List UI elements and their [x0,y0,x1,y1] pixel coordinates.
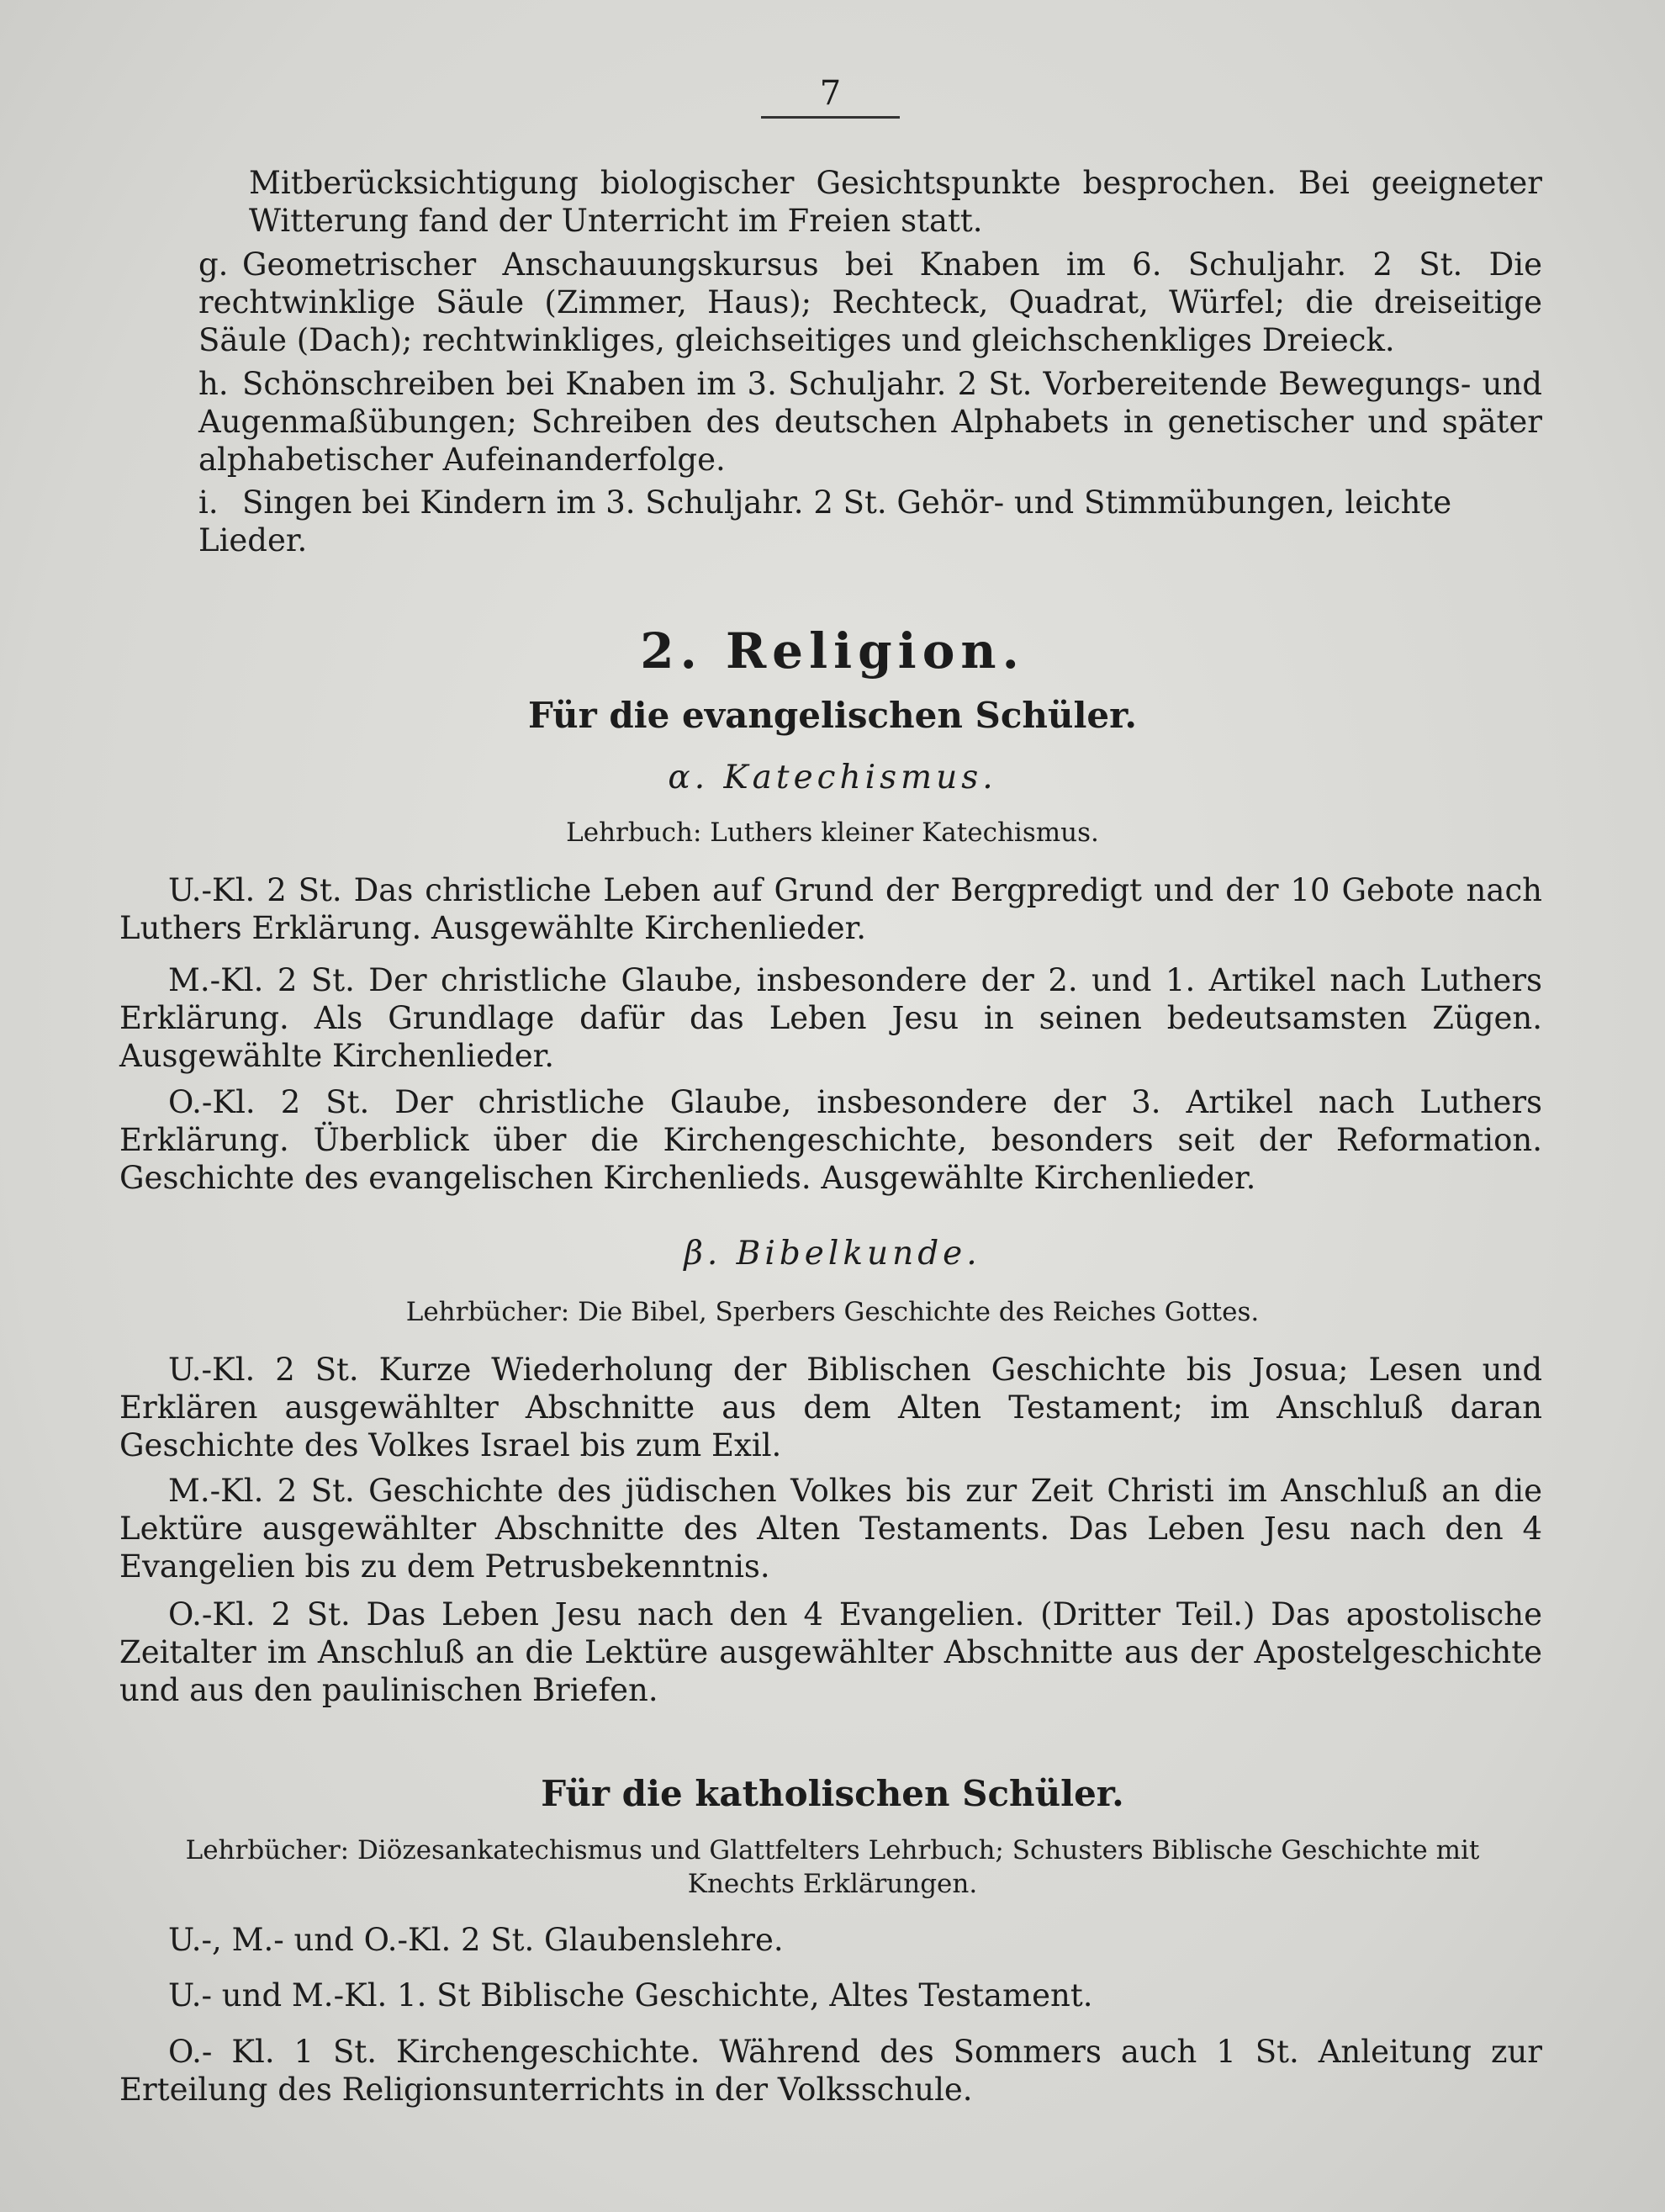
item-h [198,365,1542,479]
page-number: 7 [761,74,900,119]
katholisch-textbooks: Lehrbücher: Diözesankatechismus und Glattfelters Lehrbuch; Schusters Biblische Geschichte mit Knechts Erklärungen. [185,1835,1480,1899]
item-g-text: Geometrischer Anschauungskursus bei Knaben im 6. Schuljahr. 2 St. Die rechtwinklige Säule (Zimmer, Haus); Rechteck, Quadrat, Würfel; die dreiseitige Säule (Dach); rechtwinkliges, gleichseitiges und gleichschenkliges Dreieck. [198,246,1542,358]
item-g [198,246,1542,359]
katechismus-textbook: Lehrbuch: Luthers kleiner Katechismus. [566,818,1099,848]
bibelkunde-unterklasse: U.-Kl. 2 St. Kurze Wiederholung der Biblischen Geschichte bis Josua; Lesen und Erklären ausgewählter Abschnitte aus dem Alten Testament; im Anschluß daran Geschichte des Volkes Israel bis zum Exil. [119,1352,1542,1463]
heading-katholisch: Für die katholischen Schüler. [541,1773,1124,1814]
katholisch-biblische-geschichte: U.- und M.-Kl. 1. St Biblische Geschichte, Altes Testament. [168,1977,1093,2014]
item-i-label: i. [198,484,219,521]
katholisch-kirchengeschichte: O.- Kl. 1 St. Kirchengeschichte. Während des Sommers auch 1 St. Anleitung zur Erteilung des Religionsunterrichts in der Volksschule. [119,2034,1542,2108]
katechismus-unterklasse: U.-Kl. 2 St. Das christliche Leben auf Grund der Bergpredigt und der 10 Gebote nach Luthers Erklärung. Ausgewählte Kirchenlieder. [119,872,1542,946]
bibelkunde-mittelklasse: M.-Kl. 2 St. Geschichte des jüdischen Volkes bis zur Zeit Christi im Anschluß an die Lektüre ausgewählter Abschnitte des Alten Testaments. Das Leben Jesu nach den 4 Evangelien bis zu dem Petrusbekenntnis. [119,1473,1542,1585]
item-i [198,484,1542,559]
katechismus-mittelklasse: M.-Kl. 2 St. Der christliche Glaube, insbesondere der 2. und 1. Artikel nach Luthers Erklärung. Als Grundlage dafür das Leben Jesu in seinen bedeutsamsten Zügen. Ausgewählte Kirchenlieder. [119,962,1542,1074]
item-i-text: Singen bei Kindern im 3. Schuljahr. 2 St. Gehör- und Stimmübungen, leichte Lieder. [198,484,1452,558]
item-h-label: h. [198,366,229,402]
heading-bibelkunde: β. Bibelkunde. [684,1235,981,1273]
bibelkunde-textbooks: Lehrbücher: Die Bibel, Sperbers Geschichte des Reiches Gottes. [405,1297,1260,1327]
item-h-text: Schönschreiben bei Knaben im 3. Schuljahr. 2 St. Vorbereitende Bewegungs- und Augenmaßübungen; Schreiben des deutschen Alphabets in genetischer und später alphabetischer Aufeinanderfolge. [198,366,1542,478]
intro-paragraph: Mitberücksichtigung biologischer Gesichtspunkte besprochen. Bei geeigneter Witterung fand der Unterricht im Freien statt. [249,165,1542,239]
katholisch-glaubenslehre: U.-, M.- und O.-Kl. 2 St. Glaubenslehre. [168,1922,784,1958]
item-g-label: g. [198,246,229,283]
heading-katechismus: α. Katechismus. [668,759,997,796]
section-heading-religion: 2. Religion. [640,622,1025,680]
heading-evangelisch: Für die evangelischen Schüler. [527,695,1138,736]
bibelkunde-oberklasse: O.-Kl. 2 St. Das Leben Jesu nach den 4 Evangelien. (Dritter Teil.) Das apostolische Zeitalter im Anschluß an die Lektüre ausgewählter Abschnitte aus der Apostelgeschichte und aus den paulinischen Briefen. [119,1596,1542,1708]
katechismus-oberklasse: O.-Kl. 2 St. Der christliche Glaube, insbesondere der 3. Artikel nach Luthers Erklärung. Überblick über die Kirchengeschichte, besonders seit der Reformation. Geschichte des evangelischen Kirchenlieds. Ausgewählte Kirchenlieder. [119,1084,1542,1196]
